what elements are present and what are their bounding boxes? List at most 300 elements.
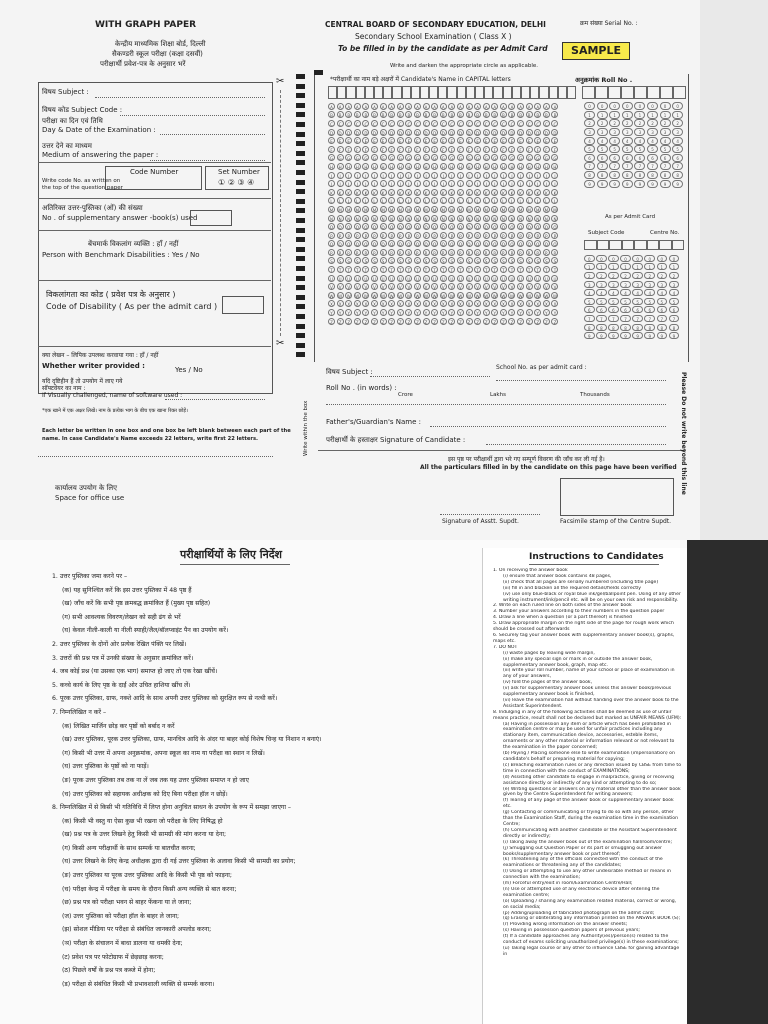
option-bubble[interactable]: L (345, 197, 352, 204)
entry-box[interactable] (521, 86, 530, 99)
option-bubble[interactable]: F (543, 146, 550, 153)
option-bubble[interactable]: Z (466, 318, 473, 325)
option-bubble[interactable]: O (476, 225, 480, 231)
option-bubble[interactable]: T (380, 266, 387, 273)
option-bubble[interactable]: Y (328, 309, 335, 316)
option-bubble[interactable]: S (388, 257, 395, 264)
option-bubble[interactable]: J (337, 180, 344, 187)
option-bubble[interactable]: I (448, 172, 455, 179)
option-bubble[interactable]: 1 (647, 111, 658, 119)
option-bubble[interactable]: L (405, 197, 412, 204)
option-bubble[interactable]: V (483, 283, 490, 290)
option-bubble[interactable]: 2 (584, 272, 595, 279)
option-bubble[interactable]: O (347, 225, 351, 231)
option-bubble[interactable]: Q (501, 242, 505, 248)
option-bubble[interactable]: D (329, 130, 334, 136)
option-bubble[interactable]: 3 (669, 281, 680, 288)
option-bubble[interactable]: X (354, 300, 361, 307)
option-bubble[interactable]: U (414, 275, 421, 282)
option-bubble[interactable]: E (423, 137, 430, 144)
option-bubble[interactable]: Q (510, 242, 514, 248)
option-bubble[interactable]: O (467, 225, 471, 231)
option-bubble[interactable]: 0 (669, 255, 680, 262)
option-bubble[interactable]: X (397, 300, 404, 307)
option-bubble[interactable]: G (424, 156, 428, 162)
option-bubble[interactable]: P (328, 232, 335, 239)
option-bubble[interactable]: Q (518, 242, 523, 248)
option-bubble[interactable]: A (414, 103, 421, 110)
option-bubble[interactable]: R (440, 249, 447, 256)
option-bubble[interactable]: V (491, 283, 498, 290)
option-bubble[interactable]: D (493, 130, 497, 136)
option-bubble[interactable]: C (405, 120, 412, 127)
entry-box[interactable] (512, 86, 521, 99)
option-bubble[interactable]: O (518, 225, 523, 231)
option-bubble[interactable]: V (508, 283, 515, 290)
option-bubble[interactable]: Z (517, 318, 524, 325)
option-bubble[interactable]: N (398, 216, 402, 222)
option-bubble[interactable]: T (543, 266, 550, 273)
option-bubble[interactable]: X (517, 300, 524, 307)
option-bubble[interactable]: 5 (672, 145, 683, 153)
option-bubble[interactable]: T (483, 266, 490, 273)
option-bubble[interactable]: Q (381, 242, 385, 248)
exam-date-field[interactable] (160, 134, 265, 135)
option-bubble[interactable]: 4 (672, 137, 683, 145)
option-bubble[interactable]: T (354, 266, 361, 273)
option-bubble[interactable]: 9 (597, 180, 608, 188)
option-bubble[interactable]: 0 (620, 255, 631, 262)
option-bubble[interactable]: 2 (669, 272, 680, 279)
candidate-name-boxes[interactable] (328, 86, 576, 100)
option-bubble[interactable]: U (440, 275, 447, 282)
option-bubble[interactable]: O (441, 225, 445, 231)
option-bubble[interactable]: K (397, 189, 404, 196)
entry-box[interactable] (597, 240, 610, 250)
option-bubble[interactable]: X (388, 300, 395, 307)
option-bubble[interactable]: Q (338, 242, 342, 248)
option-bubble[interactable]: G (338, 156, 342, 162)
entry-box[interactable] (582, 86, 595, 99)
option-bubble[interactable]: J (543, 180, 550, 187)
option-bubble[interactable]: 0 (657, 255, 668, 262)
option-bubble[interactable]: J (431, 180, 438, 187)
option-bubble[interactable]: U (337, 275, 344, 282)
option-bubble[interactable]: 0 (609, 102, 620, 110)
option-bubble[interactable]: G (467, 156, 471, 162)
option-bubble[interactable]: U (354, 275, 361, 282)
option-bubble[interactable]: P (508, 232, 515, 239)
option-bubble[interactable]: W (501, 293, 506, 299)
option-bubble[interactable]: W (398, 293, 403, 299)
entry-box[interactable] (647, 86, 660, 99)
option-bubble[interactable]: 8 (620, 324, 631, 331)
option-bubble[interactable]: 4 (597, 137, 608, 145)
option-bubble[interactable]: Q (398, 242, 402, 248)
option-bubble[interactable]: H (476, 164, 480, 170)
option-bubble[interactable]: N (364, 216, 368, 222)
option-bubble[interactable]: I (517, 172, 524, 179)
option-bubble[interactable]: U (397, 275, 404, 282)
option-bubble[interactable]: R (534, 249, 541, 256)
option-bubble[interactable]: I (371, 172, 378, 179)
option-bubble[interactable]: 6 (660, 154, 671, 162)
option-bubble[interactable]: N (372, 216, 376, 222)
option-bubble[interactable]: D (441, 130, 445, 136)
option-bubble[interactable]: F (345, 146, 352, 153)
option-bubble[interactable]: I (457, 172, 464, 179)
entry-box[interactable] (392, 86, 401, 99)
option-bubble[interactable]: A (397, 103, 404, 110)
option-bubble[interactable]: F (354, 146, 361, 153)
option-bubble[interactable]: U (551, 275, 558, 282)
option-bubble[interactable]: 6 (584, 154, 595, 162)
option-bubble[interactable]: B (508, 111, 515, 118)
option-bubble[interactable]: A (362, 103, 369, 110)
option-bubble[interactable]: K (414, 189, 421, 196)
option-bubble[interactable]: H (329, 164, 333, 170)
option-bubble[interactable]: K (543, 189, 550, 196)
option-bubble[interactable]: X (551, 300, 558, 307)
option-bubble[interactable]: B (405, 111, 412, 118)
option-bubble[interactable]: 8 (584, 324, 595, 331)
option-bubble[interactable]: S (345, 257, 352, 264)
option-bubble[interactable]: L (388, 197, 395, 204)
option-bubble[interactable]: P (517, 232, 524, 239)
option-bubble[interactable]: 0 (622, 102, 633, 110)
option-bubble[interactable]: D (364, 130, 368, 136)
option-bubble[interactable]: M (553, 207, 557, 213)
option-bubble[interactable]: 6 (647, 154, 658, 162)
option-bubble[interactable]: X (362, 300, 369, 307)
option-bubble[interactable]: V (448, 283, 455, 290)
option-bubble[interactable]: Y (466, 309, 473, 316)
option-bubble[interactable]: J (397, 180, 404, 187)
option-bubble[interactable]: 7 (608, 315, 619, 322)
option-bubble[interactable]: G (458, 156, 462, 162)
option-bubble[interactable]: V (328, 283, 335, 290)
option-bubble[interactable]: 2 (620, 272, 631, 279)
option-bubble[interactable]: E (551, 137, 558, 144)
option-bubble[interactable]: 8 (660, 171, 671, 179)
option-bubble[interactable]: 6 (657, 306, 668, 313)
option-bubble[interactable]: O (433, 225, 437, 231)
option-bubble[interactable]: F (328, 146, 335, 153)
option-bubble[interactable]: A (337, 103, 344, 110)
option-bubble[interactable]: F (397, 146, 404, 153)
option-bubble[interactable]: H (398, 164, 402, 170)
option-bubble[interactable]: Z (551, 318, 558, 325)
option-bubble[interactable]: 8 (622, 171, 633, 179)
option-bubble[interactable]: I (466, 172, 473, 179)
option-bubble[interactable]: C (337, 120, 344, 127)
option-bubble[interactable]: 3 (644, 281, 655, 288)
option-bubble[interactable]: M (467, 207, 471, 213)
entry-box[interactable] (634, 240, 647, 250)
option-bubble[interactable]: R (457, 249, 464, 256)
option-bubble[interactable]: B (414, 111, 421, 118)
option-bubble[interactable]: 2 (597, 119, 608, 127)
option-bubble[interactable]: R (371, 249, 378, 256)
option-bubble[interactable]: F (405, 146, 412, 153)
option-bubble[interactable]: J (517, 180, 524, 187)
entry-box[interactable] (659, 240, 672, 250)
option-bubble[interactable]: F (337, 146, 344, 153)
option-bubble[interactable]: 5 (620, 298, 631, 305)
option-bubble[interactable]: W (509, 293, 514, 299)
option-bubble[interactable]: 9 (596, 332, 607, 339)
option-bubble[interactable]: O (510, 225, 514, 231)
option-bubble[interactable]: J (466, 180, 473, 187)
option-bubble[interactable]: K (483, 189, 490, 196)
option-bubble[interactable]: O (484, 225, 488, 231)
option-bubble[interactable]: U (457, 275, 464, 282)
option-bubble[interactable]: W (432, 293, 437, 299)
option-bubble[interactable]: B (483, 111, 490, 118)
option-bubble[interactable]: T (337, 266, 344, 273)
option-bubble[interactable]: 2 (609, 119, 620, 127)
option-bubble[interactable]: G (493, 156, 497, 162)
option-bubble[interactable]: X (345, 300, 352, 307)
option-bubble[interactable]: R (491, 249, 498, 256)
option-bubble[interactable]: L (508, 197, 515, 204)
option-bubble[interactable]: 8 (647, 171, 658, 179)
option-bubble[interactable]: Z (491, 318, 498, 325)
option-bubble[interactable]: Q (433, 242, 437, 248)
option-bubble[interactable]: N (493, 216, 497, 222)
option-bubble[interactable]: C (543, 120, 550, 127)
option-bubble[interactable]: 8 (634, 171, 645, 179)
option-bubble[interactable]: W (535, 293, 540, 299)
roll-number-bubble-grid[interactable] (584, 102, 685, 188)
option-bubble[interactable]: M (450, 207, 454, 213)
option-bubble[interactable]: X (448, 300, 455, 307)
option-bubble[interactable]: L (448, 197, 455, 204)
option-bubble[interactable]: 5 (660, 145, 671, 153)
option-bubble[interactable]: 6 (669, 306, 680, 313)
option-bubble[interactable]: E (517, 137, 524, 144)
option-bubble[interactable]: F (371, 146, 378, 153)
option-bubble[interactable]: R (388, 249, 395, 256)
option-bubble[interactable]: T (345, 266, 352, 273)
option-bubble[interactable]: 1 (644, 263, 655, 270)
option-bubble[interactable]: 5 (584, 298, 595, 305)
option-bubble[interactable]: 6 (596, 306, 607, 313)
option-bubble[interactable]: R (474, 249, 481, 256)
option-bubble[interactable]: H (372, 164, 376, 170)
option-bubble[interactable]: G (553, 156, 557, 162)
option-bubble[interactable]: R (517, 249, 524, 256)
option-bubble[interactable]: J (483, 180, 490, 187)
option-bubble[interactable]: C (345, 120, 352, 127)
option-bubble[interactable]: P (397, 232, 404, 239)
option-bubble[interactable]: D (536, 130, 540, 136)
option-bubble[interactable]: K (362, 189, 369, 196)
option-bubble[interactable]: J (491, 180, 498, 187)
entry-box[interactable] (609, 240, 622, 250)
option-bubble[interactable]: O (407, 225, 411, 231)
option-bubble[interactable]: R (551, 249, 558, 256)
option-bubble[interactable]: T (414, 266, 421, 273)
option-bubble[interactable]: X (543, 300, 550, 307)
option-bubble[interactable]: Y (483, 309, 490, 316)
option-bubble[interactable]: F (508, 146, 515, 153)
option-bubble[interactable]: J (423, 180, 430, 187)
option-bubble[interactable]: N (433, 216, 437, 222)
option-bubble[interactable]: J (380, 180, 387, 187)
subject-centre-boxes[interactable] (584, 240, 684, 250)
option-bubble[interactable]: 1 (620, 263, 631, 270)
option-bubble[interactable]: W (355, 293, 360, 299)
option-bubble[interactable]: F (423, 146, 430, 153)
option-bubble[interactable]: 6 (620, 306, 631, 313)
option-bubble[interactable]: 8 (657, 324, 668, 331)
option-bubble[interactable]: R (414, 249, 421, 256)
option-bubble[interactable]: 2 (584, 119, 595, 127)
option-bubble[interactable]: W (544, 293, 549, 299)
option-bubble[interactable]: N (484, 216, 488, 222)
option-bubble[interactable]: M (372, 207, 377, 213)
option-bubble[interactable]: Q (355, 242, 359, 248)
option-bubble[interactable]: F (440, 146, 447, 153)
option-bubble[interactable]: W (381, 293, 386, 299)
option-bubble[interactable]: 4 (608, 289, 619, 296)
option-bubble[interactable]: W (484, 293, 489, 299)
option-bubble[interactable]: P (457, 232, 464, 239)
option-bubble[interactable]: 9 (632, 332, 643, 339)
entry-box[interactable] (493, 86, 502, 99)
option-bubble[interactable]: G (415, 156, 419, 162)
option-bubble[interactable]: L (371, 197, 378, 204)
option-bubble[interactable]: L (526, 197, 533, 204)
option-bubble[interactable]: O (338, 225, 342, 231)
option-bubble[interactable]: B (551, 111, 558, 118)
option-bubble[interactable]: K (388, 189, 395, 196)
option-bubble[interactable]: A (440, 103, 447, 110)
option-bubble[interactable]: I (526, 172, 533, 179)
option-bubble[interactable]: V (405, 283, 412, 290)
option-bubble[interactable]: 2 (644, 272, 655, 279)
option-bubble[interactable]: 7 (632, 315, 643, 322)
option-bubble[interactable]: X (466, 300, 473, 307)
option-bubble[interactable]: H (415, 164, 419, 170)
option-bubble[interactable]: W (492, 293, 497, 299)
option-bubble[interactable]: H (450, 164, 454, 170)
entry-box[interactable] (503, 86, 512, 99)
option-bubble[interactable]: G (364, 156, 368, 162)
supplementary-count-box[interactable] (190, 210, 232, 226)
option-bubble[interactable]: C (388, 120, 395, 127)
option-bubble[interactable]: 7 (596, 315, 607, 322)
option-bubble[interactable]: 8 (672, 171, 683, 179)
option-bubble[interactable]: A (483, 103, 490, 110)
option-bubble[interactable]: V (397, 283, 404, 290)
option-bubble[interactable]: D (544, 130, 548, 136)
option-bubble[interactable]: A (474, 103, 481, 110)
option-bubble[interactable]: S (328, 257, 335, 264)
option-bubble[interactable]: U (362, 275, 369, 282)
option-bubble[interactable]: Y (526, 309, 533, 316)
option-bubble[interactable]: 4 (584, 289, 595, 296)
option-bubble[interactable]: V (431, 283, 438, 290)
option-bubble[interactable]: V (517, 283, 524, 290)
option-bubble[interactable]: G (355, 156, 359, 162)
option-bubble[interactable]: W (372, 293, 377, 299)
option-bubble[interactable]: V (534, 283, 541, 290)
option-bubble[interactable]: B (543, 111, 550, 118)
option-bubble[interactable]: E (483, 137, 490, 144)
option-bubble[interactable]: A (526, 103, 533, 110)
option-bubble[interactable]: G (433, 156, 437, 162)
option-bubble[interactable]: X (328, 300, 335, 307)
option-bubble[interactable]: M (407, 207, 411, 213)
option-bubble[interactable]: M (381, 207, 385, 213)
option-bubble[interactable]: L (466, 197, 473, 204)
option-bubble[interactable]: M (364, 207, 368, 213)
option-bubble[interactable]: O (372, 225, 377, 231)
option-bubble[interactable]: F (500, 146, 507, 153)
option-bubble[interactable]: E (491, 137, 498, 144)
option-bubble[interactable]: B (474, 111, 481, 118)
option-bubble[interactable]: T (448, 266, 455, 273)
option-bubble[interactable]: T (431, 266, 438, 273)
option-bubble[interactable]: U (483, 275, 490, 282)
option-bubble[interactable]: D (347, 130, 351, 136)
option-bubble[interactable]: L (543, 197, 550, 204)
option-bubble[interactable]: S (551, 257, 558, 264)
option-bubble[interactable]: U (466, 275, 473, 282)
option-bubble[interactable]: W (475, 293, 480, 299)
option-bubble[interactable]: C (414, 120, 421, 127)
option-bubble[interactable]: R (362, 249, 369, 256)
option-bubble[interactable]: Q (493, 242, 497, 248)
option-bubble[interactable]: W (338, 293, 343, 299)
option-bubble[interactable]: B (328, 111, 335, 118)
entry-box[interactable] (429, 86, 438, 99)
option-bubble[interactable]: T (423, 266, 430, 273)
option-bubble[interactable]: Q (364, 242, 368, 248)
option-bubble[interactable]: T (517, 266, 524, 273)
option-bubble[interactable]: N (415, 216, 419, 222)
option-bubble[interactable]: N (390, 216, 394, 222)
entry-box[interactable] (673, 86, 686, 99)
option-bubble[interactable]: V (371, 283, 378, 290)
option-bubble[interactable]: 1 (672, 111, 683, 119)
option-bubble[interactable]: J (405, 180, 412, 187)
option-bubble[interactable]: H (407, 164, 411, 170)
option-bubble[interactable]: G (510, 156, 514, 162)
option-bubble[interactable]: I (474, 172, 481, 179)
option-bubble[interactable]: Z (526, 318, 533, 325)
option-bubble[interactable]: 7 (660, 162, 671, 170)
option-bubble[interactable]: G (527, 156, 531, 162)
option-bubble[interactable]: I (440, 172, 447, 179)
option-bubble[interactable]: S (448, 257, 455, 264)
option-bubble[interactable]: R (543, 249, 550, 256)
writer-yes-no[interactable]: Yes / No (175, 366, 203, 374)
option-bubble[interactable]: L (440, 197, 447, 204)
option-bubble[interactable]: Z (388, 318, 395, 325)
option-bubble[interactable]: Z (534, 318, 541, 325)
option-bubble[interactable]: Q (450, 242, 454, 248)
option-bubble[interactable]: 3 (620, 281, 631, 288)
option-bubble[interactable]: 0 (597, 102, 608, 110)
option-bubble[interactable]: X (500, 300, 507, 307)
option-bubble[interactable]: P (551, 232, 558, 239)
option-bubble[interactable]: A (500, 103, 507, 110)
option-bubble[interactable]: N (338, 216, 342, 222)
option-bubble[interactable]: 6 (597, 154, 608, 162)
